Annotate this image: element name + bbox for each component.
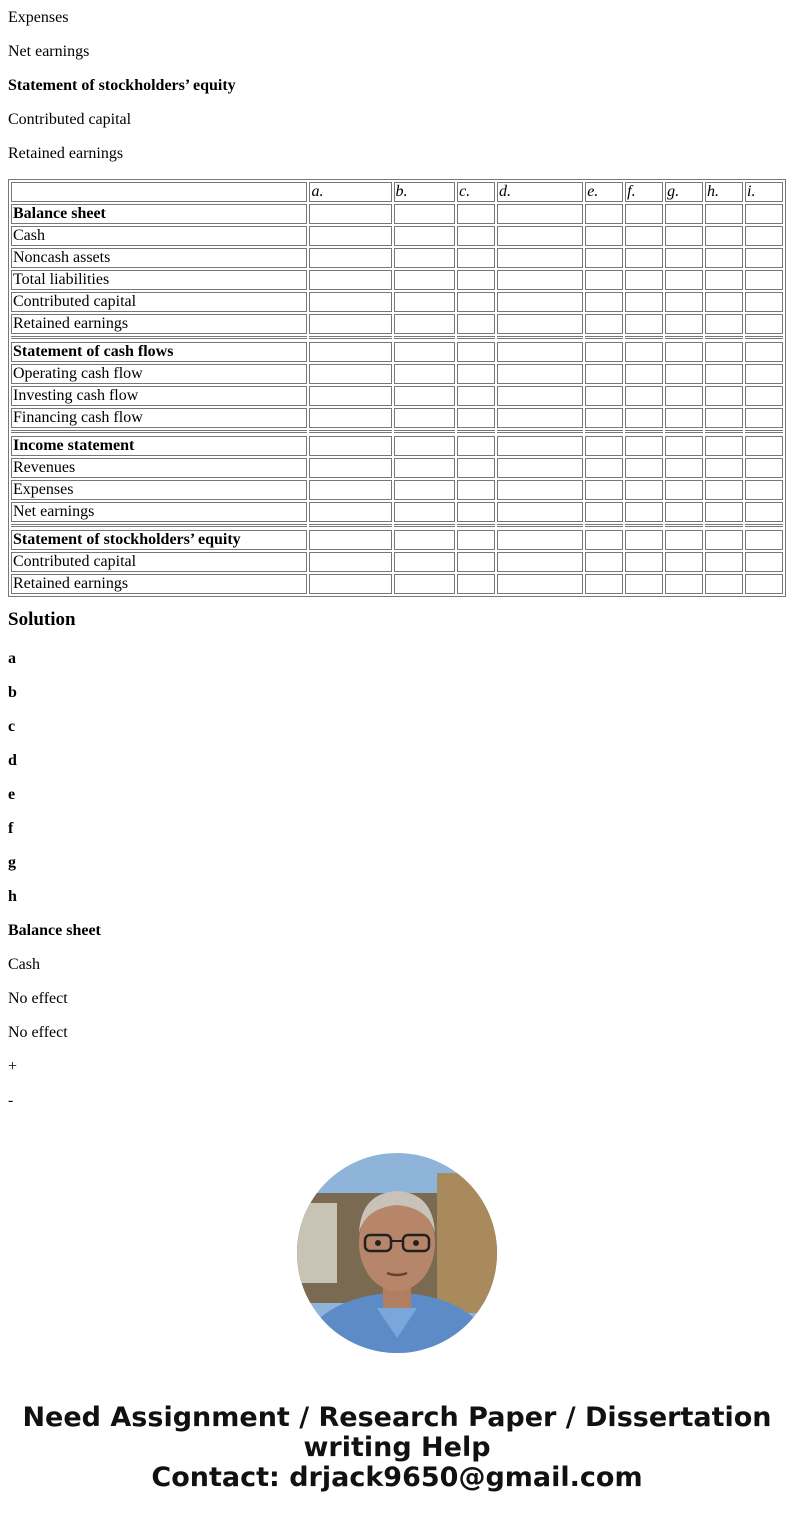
effect-cell bbox=[625, 552, 663, 572]
portrait-svg bbox=[297, 1153, 497, 1353]
effect-cell bbox=[665, 502, 703, 522]
divider-cell bbox=[394, 430, 456, 434]
effect-cell bbox=[309, 436, 391, 456]
effect-cell bbox=[665, 292, 703, 312]
col-header-c: c. bbox=[457, 182, 495, 202]
solution-heading: Solution bbox=[8, 609, 76, 630]
divider-cell bbox=[309, 430, 391, 434]
table-row bbox=[11, 530, 783, 550]
effect-cell bbox=[665, 204, 703, 224]
section-divider bbox=[11, 430, 783, 434]
col-header-g: g. bbox=[665, 182, 703, 202]
effect-cell bbox=[309, 480, 391, 500]
author-portrait-icon bbox=[297, 1153, 497, 1353]
effect-cell bbox=[705, 530, 743, 550]
divider-cell bbox=[705, 430, 743, 434]
contact-banner bbox=[0, 1403, 794, 1493]
divider-cell bbox=[309, 524, 391, 528]
divider-cell bbox=[11, 430, 307, 434]
effect-cell bbox=[745, 480, 783, 500]
top-line-retained-earnings: Retained earnings bbox=[8, 145, 124, 162]
effect-cell bbox=[457, 480, 495, 500]
section-divider bbox=[11, 336, 783, 340]
effect-cell bbox=[665, 270, 703, 290]
divider-cell bbox=[625, 336, 663, 340]
effect-cell bbox=[497, 386, 583, 406]
effect-cell bbox=[457, 458, 495, 478]
effect-cell bbox=[394, 552, 456, 572]
effect-cell bbox=[705, 204, 743, 224]
effects-table bbox=[8, 179, 786, 597]
effect-cell bbox=[745, 342, 783, 362]
solution-letter-h: h bbox=[8, 888, 17, 905]
effect-cell bbox=[585, 458, 623, 478]
table-row bbox=[11, 552, 783, 572]
effect-cell bbox=[457, 226, 495, 246]
divider-cell bbox=[705, 524, 743, 528]
table-row bbox=[11, 364, 783, 384]
row-label: Contributed capital bbox=[11, 552, 307, 572]
effect-cell bbox=[745, 530, 783, 550]
effect-cell bbox=[585, 270, 623, 290]
top-line-net-earnings: Net earnings bbox=[8, 43, 90, 60]
effect-cell bbox=[394, 204, 456, 224]
effect-cell bbox=[309, 552, 391, 572]
effect-cell bbox=[394, 530, 456, 550]
effect-cell bbox=[705, 458, 743, 478]
effect-cell bbox=[309, 408, 391, 428]
effects-table-wrapper bbox=[8, 179, 786, 591]
effect-cell bbox=[705, 226, 743, 246]
divider-cell bbox=[457, 430, 495, 434]
effect-cell bbox=[745, 386, 783, 406]
effect-cell bbox=[457, 204, 495, 224]
effect-cell bbox=[309, 204, 391, 224]
row-label: Balance sheet bbox=[11, 204, 307, 224]
effect-cell bbox=[585, 386, 623, 406]
effect-cell bbox=[705, 248, 743, 268]
effect-cell bbox=[457, 342, 495, 362]
effect-cell bbox=[394, 248, 456, 268]
effect-cell bbox=[457, 292, 495, 312]
effect-cell bbox=[665, 314, 703, 334]
effect-cell bbox=[497, 204, 583, 224]
effect-cell bbox=[457, 408, 495, 428]
effect-cell bbox=[497, 436, 583, 456]
table-row bbox=[11, 248, 783, 268]
effect-cell bbox=[394, 314, 456, 334]
top-line-contributed-capital: Contributed capital bbox=[8, 111, 132, 128]
table-row bbox=[11, 226, 783, 246]
effect-cell bbox=[497, 458, 583, 478]
divider-cell bbox=[625, 430, 663, 434]
solution-section-title: Balance sheet bbox=[8, 922, 101, 939]
effect-cell bbox=[705, 574, 743, 594]
effect-cell bbox=[665, 574, 703, 594]
effect-cell bbox=[309, 270, 391, 290]
effect-cell bbox=[309, 248, 391, 268]
effect-cell bbox=[457, 574, 495, 594]
table-row bbox=[11, 574, 783, 594]
solution-line-no-effect-2: No effect bbox=[8, 1024, 68, 1041]
effect-cell bbox=[745, 248, 783, 268]
contact-banner-line-2: writing Help bbox=[303, 1432, 491, 1463]
effect-cell bbox=[497, 292, 583, 312]
effect-cell bbox=[497, 314, 583, 334]
section-divider bbox=[11, 524, 783, 528]
effect-cell bbox=[497, 364, 583, 384]
table-row bbox=[11, 204, 783, 224]
divider-cell bbox=[394, 524, 456, 528]
solution-line-minus: - bbox=[8, 1092, 14, 1109]
effect-cell bbox=[665, 248, 703, 268]
table-row bbox=[11, 436, 783, 456]
effect-cell bbox=[625, 270, 663, 290]
effect-cell bbox=[457, 364, 495, 384]
effect-cell bbox=[585, 530, 623, 550]
effect-cell bbox=[625, 204, 663, 224]
row-label: Operating cash flow bbox=[11, 364, 307, 384]
effect-cell bbox=[705, 386, 743, 406]
top-line-stockholders-equity: Statement of stockholders’ equity bbox=[8, 77, 236, 94]
row-label: Cash bbox=[11, 226, 307, 246]
effect-cell bbox=[625, 248, 663, 268]
effect-cell bbox=[625, 574, 663, 594]
effect-cell bbox=[497, 408, 583, 428]
row-label: Retained earnings bbox=[11, 314, 307, 334]
effect-cell bbox=[665, 480, 703, 500]
divider-cell bbox=[497, 524, 583, 528]
effect-cell bbox=[745, 314, 783, 334]
row-label: Net earnings bbox=[11, 502, 307, 522]
row-label: Expenses bbox=[11, 480, 307, 500]
effect-cell bbox=[309, 292, 391, 312]
effect-cell bbox=[625, 502, 663, 522]
table-row bbox=[11, 314, 783, 334]
effect-cell bbox=[665, 458, 703, 478]
row-label: Contributed capital bbox=[11, 292, 307, 312]
effect-cell bbox=[309, 226, 391, 246]
effect-cell bbox=[394, 480, 456, 500]
effect-cell bbox=[497, 270, 583, 290]
row-label: Statement of cash flows bbox=[11, 342, 307, 362]
row-label: Financing cash flow bbox=[11, 408, 307, 428]
effect-cell bbox=[625, 364, 663, 384]
effect-cell bbox=[585, 408, 623, 428]
top-line-expenses: Expenses bbox=[8, 9, 69, 26]
effect-cell bbox=[745, 408, 783, 428]
effect-cell bbox=[705, 342, 743, 362]
solution-line-cash: Cash bbox=[8, 956, 40, 973]
effect-cell bbox=[457, 314, 495, 334]
effect-cell bbox=[665, 408, 703, 428]
effect-cell bbox=[394, 364, 456, 384]
effect-cell bbox=[665, 436, 703, 456]
table-row bbox=[11, 292, 783, 312]
divider-cell bbox=[625, 524, 663, 528]
table-row bbox=[11, 502, 783, 522]
effect-cell bbox=[745, 364, 783, 384]
effect-cell bbox=[585, 248, 623, 268]
effect-cell bbox=[705, 552, 743, 572]
divider-cell bbox=[497, 430, 583, 434]
solution-line-plus: + bbox=[8, 1058, 18, 1075]
effect-cell bbox=[745, 292, 783, 312]
table-row bbox=[11, 408, 783, 428]
effect-cell bbox=[625, 530, 663, 550]
effect-cell bbox=[394, 458, 456, 478]
effect-cell bbox=[745, 204, 783, 224]
effect-cell bbox=[585, 480, 623, 500]
divider-cell bbox=[394, 336, 456, 340]
divider-cell bbox=[745, 336, 783, 340]
divider-cell bbox=[11, 524, 307, 528]
divider-cell bbox=[585, 524, 623, 528]
table-row bbox=[11, 270, 783, 290]
row-label: Retained earnings bbox=[11, 574, 307, 594]
effect-cell bbox=[309, 574, 391, 594]
effect-cell bbox=[457, 270, 495, 290]
solution-letter-g: g bbox=[8, 854, 16, 871]
effect-cell bbox=[705, 480, 743, 500]
effect-cell bbox=[625, 436, 663, 456]
effect-cell bbox=[665, 552, 703, 572]
effect-cell bbox=[585, 292, 623, 312]
contact-banner-line-1: Need Assignment / Research Paper / Dissertation bbox=[22, 1402, 772, 1433]
effect-cell bbox=[705, 502, 743, 522]
effect-cell bbox=[394, 342, 456, 362]
divider-cell bbox=[745, 430, 783, 434]
effect-cell bbox=[497, 502, 583, 522]
effect-cell bbox=[309, 364, 391, 384]
col-header-h: h. bbox=[705, 182, 743, 202]
contact-banner-line-3: Contact: drjack9650@gmail.com bbox=[151, 1462, 643, 1493]
effect-cell bbox=[705, 314, 743, 334]
effect-cell bbox=[745, 226, 783, 246]
table-row bbox=[11, 386, 783, 406]
effect-cell bbox=[705, 436, 743, 456]
effect-cell bbox=[625, 408, 663, 428]
effect-cell bbox=[309, 458, 391, 478]
effect-cell bbox=[745, 552, 783, 572]
table-row bbox=[11, 342, 783, 362]
col-header-i: i. bbox=[745, 182, 783, 202]
effect-cell bbox=[394, 270, 456, 290]
solution-letter-d: d bbox=[8, 752, 17, 769]
effect-cell bbox=[665, 342, 703, 362]
header-corner-cell bbox=[11, 182, 307, 202]
effect-cell bbox=[625, 480, 663, 500]
divider-cell bbox=[665, 430, 703, 434]
effect-cell bbox=[585, 574, 623, 594]
effect-cell bbox=[585, 502, 623, 522]
table-row bbox=[11, 458, 783, 478]
effect-cell bbox=[585, 226, 623, 246]
divider-cell bbox=[705, 336, 743, 340]
effect-cell bbox=[394, 292, 456, 312]
effect-cell bbox=[665, 364, 703, 384]
row-label: Investing cash flow bbox=[11, 386, 307, 406]
effect-cell bbox=[585, 436, 623, 456]
effect-cell bbox=[394, 408, 456, 428]
divider-cell bbox=[745, 524, 783, 528]
effect-cell bbox=[585, 342, 623, 362]
table-header-row bbox=[11, 182, 783, 202]
effect-cell bbox=[625, 226, 663, 246]
effect-cell bbox=[497, 574, 583, 594]
effect-cell bbox=[457, 502, 495, 522]
effect-cell bbox=[309, 386, 391, 406]
effect-cell bbox=[625, 342, 663, 362]
solution-line-no-effect-1: No effect bbox=[8, 990, 68, 1007]
solution-letter-f: f bbox=[8, 820, 14, 837]
row-label: Income statement bbox=[11, 436, 307, 456]
solution-letter-c: c bbox=[8, 718, 16, 735]
col-header-f: f. bbox=[625, 182, 663, 202]
col-header-b: b. bbox=[394, 182, 456, 202]
divider-cell bbox=[585, 430, 623, 434]
effect-cell bbox=[394, 226, 456, 246]
effect-cell bbox=[625, 458, 663, 478]
effect-cell bbox=[497, 226, 583, 246]
effect-cell bbox=[745, 574, 783, 594]
divider-cell bbox=[457, 336, 495, 340]
row-label: Revenues bbox=[11, 458, 307, 478]
effect-cell bbox=[497, 480, 583, 500]
divider-cell bbox=[309, 336, 391, 340]
effect-cell bbox=[497, 530, 583, 550]
effect-cell bbox=[309, 342, 391, 362]
solution-letter-a: a bbox=[8, 650, 16, 667]
effect-cell bbox=[309, 314, 391, 334]
divider-cell bbox=[665, 336, 703, 340]
effect-cell bbox=[705, 364, 743, 384]
row-label: Statement of stockholders’ equity bbox=[11, 530, 307, 550]
effect-cell bbox=[585, 364, 623, 384]
effect-cell bbox=[705, 270, 743, 290]
col-header-d: d. bbox=[497, 182, 583, 202]
effect-cell bbox=[309, 530, 391, 550]
effect-cell bbox=[497, 342, 583, 362]
divider-cell bbox=[665, 524, 703, 528]
col-header-e: e. bbox=[585, 182, 623, 202]
effect-cell bbox=[665, 386, 703, 406]
effect-cell bbox=[457, 386, 495, 406]
row-label: Noncash assets bbox=[11, 248, 307, 268]
divider-cell bbox=[497, 336, 583, 340]
effect-cell bbox=[457, 248, 495, 268]
row-label: Total liabilities bbox=[11, 270, 307, 290]
effect-cell bbox=[625, 386, 663, 406]
table-row bbox=[11, 480, 783, 500]
effect-cell bbox=[457, 436, 495, 456]
effect-cell bbox=[457, 552, 495, 572]
effect-cell bbox=[665, 530, 703, 550]
effect-cell bbox=[497, 248, 583, 268]
solution-letter-e: e bbox=[8, 786, 16, 803]
effect-cell bbox=[625, 292, 663, 312]
divider-cell bbox=[457, 524, 495, 528]
effect-cell bbox=[497, 552, 583, 572]
effect-cell bbox=[585, 314, 623, 334]
effect-cell bbox=[585, 204, 623, 224]
col-header-a: a. bbox=[309, 182, 391, 202]
effect-cell bbox=[394, 502, 456, 522]
effect-cell bbox=[457, 530, 495, 550]
divider-cell bbox=[11, 336, 307, 340]
effect-cell bbox=[625, 314, 663, 334]
effect-cell bbox=[585, 552, 623, 572]
effect-cell bbox=[394, 386, 456, 406]
effect-cell bbox=[309, 502, 391, 522]
effect-cell bbox=[705, 408, 743, 428]
effect-cell bbox=[665, 226, 703, 246]
divider-cell bbox=[585, 336, 623, 340]
effect-cell bbox=[745, 458, 783, 478]
effect-cell bbox=[745, 270, 783, 290]
effect-cell bbox=[745, 436, 783, 456]
effect-cell bbox=[394, 574, 456, 594]
effect-cell bbox=[745, 502, 783, 522]
solution-letter-b: b bbox=[8, 684, 17, 701]
effect-cell bbox=[394, 436, 456, 456]
effect-cell bbox=[705, 292, 743, 312]
